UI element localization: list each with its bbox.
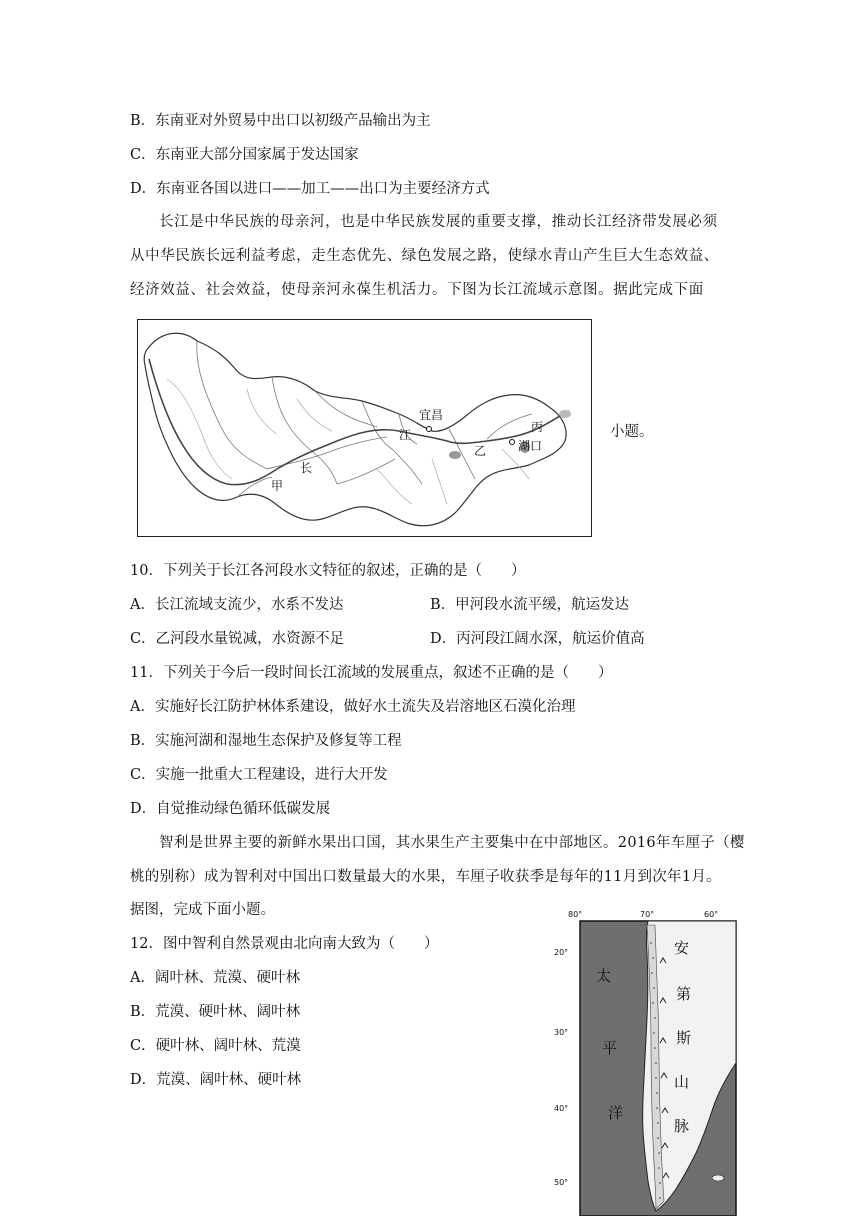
yangtze-basin-map [137, 319, 592, 537]
label-yichang: 宜昌 [419, 408, 444, 422]
ocean-char-1: 太 [596, 967, 612, 985]
label-jiang: 江 [399, 428, 412, 442]
andes-char-4: 山 [674, 1073, 690, 1091]
passage-chile-line2: 桃的别称）成为智利对中国出口数量最大的水果，车厘子收获季是每年的11月到次年1月。 [130, 869, 721, 885]
andes-char-5: 脉 [674, 1117, 690, 1135]
ocean-char-2: 平 [602, 1039, 618, 1057]
lat-label-30: 30° [554, 1028, 569, 1037]
lat-label-20: 20° [554, 948, 569, 957]
q12-stem: 12．图中智利自然景观由北向南大致为（ ） [130, 936, 439, 952]
q10-stem: 10．下列关于长江各河段水文特征的叙述，正确的是（ ） [130, 563, 526, 579]
andes-char-1: 安 [674, 939, 690, 957]
label-chang: 长 [300, 461, 313, 475]
chile-map-svg [548, 903, 748, 1216]
lon-label-60: 60° [704, 910, 719, 919]
label-yi: 乙 [474, 444, 487, 458]
q12-option-c: C．硬叶林、阔叶林、荒漠 [130, 1038, 301, 1054]
q9-option-b: B．东南亚对外贸易中出口以初级产品输出为主 [130, 113, 431, 129]
lat-label-50: 50° [554, 1178, 569, 1187]
yangtze-map-svg [137, 319, 592, 537]
ocean-char-3: 洋 [608, 1104, 624, 1122]
lon-label-80: 80° [568, 910, 583, 919]
chile-map [548, 903, 748, 1216]
q11-stem: 11．下列关于今后一段时间长江流域的发展重点，叙述不正确的是（ ） [130, 665, 613, 681]
passage-yangtze: 长江是中华民族的母亲河，也是中华民族发展的重要支撑，推动长江经济带发展必须从中华民族长远利益考虑，走生态优先、绿色发展之路，使绿水青山产生巨大生态效益、经济效益、社会效益，使母亲河永葆生机活力。下图为长江流域示意图。据此完成下面 [130, 214, 719, 298]
label-jia: 甲 [271, 479, 284, 493]
lon-label-70: 70° [640, 910, 655, 919]
q10-option-c: C．乙河段水量锐减，水资源不足 [130, 631, 345, 647]
label-hukou: 湖口 [518, 439, 543, 453]
andes-char-3: 斯 [676, 1029, 692, 1047]
q11-option-a: A．实施好长江防护林体系建设，做好水土流失及岩溶地区石漠化治理 [130, 699, 576, 715]
q10-option-b: B．甲河段水流平缓，航运发达 [430, 597, 630, 613]
passage-yangtze-tail: 小题。 [610, 424, 654, 440]
q11-option-b: B．实施河湖和湿地生态保护及修复等工程 [130, 733, 402, 749]
q12-option-b: B．荒漠、硬叶林、阔叶林 [130, 1004, 301, 1020]
label-bing: 丙 [531, 420, 544, 434]
q9-option-c: C．东南亚大部分国家属于发达国家 [130, 147, 359, 163]
q11-option-c: C．实施一批重大工程建设，进行大开发 [130, 767, 388, 783]
passage-chile-line1: 智利是世界主要的新鲜水果出口国，其水果生产主要集中在中部地区。2016年车厘子（樱 [159, 835, 745, 851]
q12-option-d: D．荒漠、阔叶林、硬叶林 [130, 1072, 302, 1088]
q12-option-a: A．阔叶林、荒漠、硬叶林 [130, 970, 300, 986]
q10-option-d: D．丙河段江阔水深，航运价值高 [430, 631, 645, 647]
q10-option-a: A．长江流域支流少，水系不发达 [130, 597, 344, 613]
passage-chile-line3: 据图，完成下面小题。 [130, 902, 275, 918]
andes-char-2: 第 [676, 985, 692, 1003]
q9-option-d: D．东南亚各国以进口——加工——出口为主要经济方式 [130, 181, 490, 197]
lat-label-40: 40° [554, 1104, 569, 1113]
q11-option-d: D．自觉推动绿色循环低碳发展 [130, 801, 331, 817]
